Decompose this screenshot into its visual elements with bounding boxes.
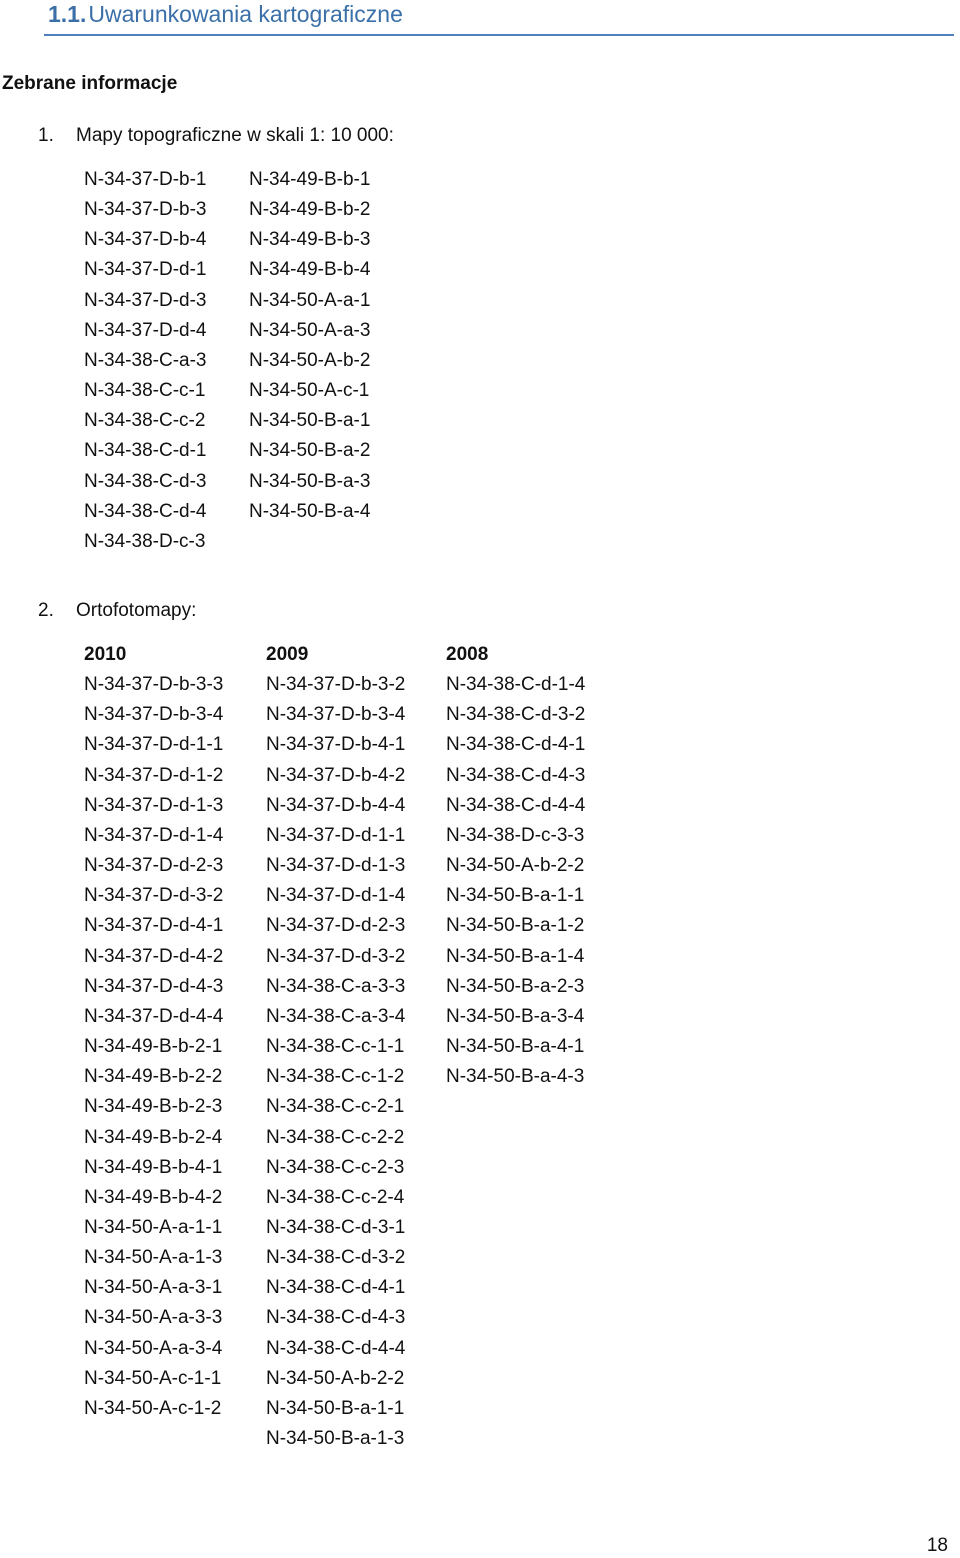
ortho-sheet-item: N-34-37-D-d-2-3 [84, 855, 224, 877]
ortho-sheet-item: N-34-49-B-b-4-2 [84, 1186, 223, 1208]
ortho-sheet-item: N-34-37-D-d-1-2 [84, 764, 224, 786]
ortho-sheet-item: N-34-50-B-a-1-2 [446, 915, 585, 937]
heading-number: 1.1. [48, 1, 87, 27]
ortho-sheet-item: N-34-50-A-a-1-1 [84, 1216, 223, 1238]
ortho-sheet-item: N-34-37-D-d-1-4 [266, 885, 406, 907]
section-heading [48, 0, 403, 32]
ortho-sheet-item: N-34-38-C-d-3-2 [266, 1247, 406, 1269]
ortho-sheet-item: N-34-37-D-b-3-4 [266, 704, 406, 726]
map-sheet-item: N-34-38-C-d-3 [84, 470, 207, 492]
year-header: 2010 [84, 644, 127, 665]
map-sheet-item: N-34-38-C-c-1 [84, 380, 206, 402]
ortho-sheet-item: N-34-38-C-a-3-3 [266, 975, 406, 997]
map-sheet-item: N-34-50-A-c-1 [249, 380, 370, 402]
ortho-sheet-item: N-34-38-C-d-4-4 [266, 1337, 406, 1359]
ortho-sheet-item: N-34-38-C-a-3-4 [266, 1005, 406, 1027]
ortho-sheet-item: N-34-50-A-a-3-1 [84, 1277, 223, 1299]
ortho-sheet-item: N-34-50-A-b-2-2 [266, 1367, 405, 1389]
ortho-sheet-item: N-34-38-C-c-2-2 [266, 1126, 405, 1148]
map-sheet-item: N-34-37-D-d-3 [84, 289, 207, 311]
map-sheet-item: N-34-49-B-b-2 [249, 199, 371, 221]
map-sheet-item: N-34-50-B-a-4 [249, 500, 371, 522]
ortho-sheet-item: N-34-49-B-b-2-1 [84, 1036, 223, 1058]
map-sheet-item: N-34-38-C-a-3 [84, 349, 207, 371]
ortho-sheet-item: N-34-50-A-a-3-3 [84, 1307, 223, 1329]
map-sheet-item: N-34-49-B-b-4 [249, 259, 371, 281]
ortho-sheet-item: N-34-37-D-d-4-1 [84, 915, 224, 937]
map-sheet-item: N-34-37-D-d-1 [84, 259, 207, 281]
map-sheet-item: N-34-50-A-a-1 [249, 289, 371, 311]
map-sheet-item: N-34-50-A-b-2 [249, 349, 371, 371]
ortho-column-2009 [266, 640, 405, 1454]
map-sheet-item: N-34-50-B-a-2 [249, 440, 371, 462]
map-sheet-item: N-34-38-C-c-2 [84, 410, 206, 432]
ortho-sheet-item: N-34-50-B-a-1-1 [266, 1397, 405, 1419]
section1-title [38, 123, 394, 149]
ortho-sheet-item: N-34-37-D-b-4-2 [266, 764, 406, 786]
heading-title: Uwarunkowania kartograficzne [88, 1, 403, 27]
year-header: 2008 [446, 644, 489, 665]
section1-title-text: Mapy topograficzne w skali 1: 10 000: [76, 125, 394, 146]
ortho-sheet-item: N-34-38-C-d-1-4 [446, 674, 586, 696]
ortho-sheet-item: N-34-49-B-b-2-3 [84, 1096, 223, 1118]
ortho-sheet-item: N-34-50-B-a-1-1 [446, 885, 585, 907]
ortho-sheet-item: N-34-50-B-a-3-4 [446, 1005, 585, 1027]
ortho-sheet-item: N-34-50-B-a-4-1 [446, 1036, 585, 1058]
ortho-sheet-item: N-34-37-D-d-1-4 [84, 824, 224, 846]
ortho-sheet-item: N-34-37-D-d-1-1 [266, 824, 406, 846]
ortho-sheet-item: N-34-38-C-d-4-4 [446, 794, 586, 816]
ortho-sheet-item: N-34-37-D-d-1-3 [84, 794, 224, 816]
ortho-sheet-item: N-34-50-A-a-3-4 [84, 1337, 223, 1359]
ortho-sheet-item: N-34-37-D-d-4-3 [84, 975, 224, 997]
ortho-sheet-item: N-34-50-B-a-4-3 [446, 1066, 585, 1088]
topo-map-column-2 [249, 165, 370, 527]
ortho-sheet-item: N-34-50-B-a-2-3 [446, 975, 585, 997]
ortho-sheet-item: N-34-50-A-b-2-2 [446, 855, 585, 877]
ortho-sheet-item: N-34-38-C-d-4-1 [266, 1277, 406, 1299]
ortho-sheet-item: N-34-37-D-d-4-2 [84, 945, 224, 967]
ortho-sheet-item: N-34-38-C-d-3-2 [446, 704, 586, 726]
ortho-sheet-item: N-34-38-C-c-2-3 [266, 1156, 405, 1178]
ortho-sheet-item: N-34-49-B-b-2-4 [84, 1126, 223, 1148]
year-header: 2009 [266, 644, 309, 665]
ortho-sheet-item: N-34-38-D-c-3-3 [446, 824, 585, 846]
ortho-sheet-item: N-34-49-B-b-4-1 [84, 1156, 223, 1178]
topo-map-column-1 [84, 165, 206, 557]
ortho-sheet-item: N-34-37-D-d-3-2 [266, 945, 406, 967]
map-sheet-item: N-34-37-D-b-3 [84, 199, 207, 221]
ortho-sheet-item: N-34-37-D-d-4-4 [84, 1005, 224, 1027]
map-sheet-item: N-34-37-D-b-4 [84, 229, 207, 251]
map-sheet-item: N-34-38-C-d-4 [84, 500, 207, 522]
map-sheet-item: N-34-50-B-a-1 [249, 410, 371, 432]
ortho-sheet-item: N-34-50-B-a-1-3 [266, 1428, 405, 1450]
ortho-sheet-item: N-34-37-D-b-4-4 [266, 794, 406, 816]
ortho-sheet-item: N-34-38-C-c-2-1 [266, 1096, 405, 1118]
map-sheet-item: N-34-49-B-b-1 [249, 169, 371, 190]
ortho-sheet-item: N-34-49-B-b-2-2 [84, 1066, 223, 1088]
ortho-sheet-item: N-34-37-D-d-1-3 [266, 855, 406, 877]
section2-title-text: Ortofotomapy: [76, 600, 197, 621]
ortho-column-2008 [446, 640, 585, 1092]
map-sheet-item: N-34-50-A-a-3 [249, 319, 371, 341]
section2-marker: 2. [38, 600, 54, 621]
heading-rule [44, 34, 954, 36]
map-sheet-item: N-34-37-D-d-4 [84, 319, 207, 341]
ortho-sheet-item: N-34-38-C-d-4-1 [446, 734, 586, 756]
ortho-sheet-item: N-34-38-C-c-2-4 [266, 1186, 405, 1208]
ortho-sheet-item: N-34-37-D-d-2-3 [266, 915, 406, 937]
ortho-column-2010 [84, 640, 223, 1424]
ortho-sheet-item: N-34-38-C-d-4-3 [446, 764, 586, 786]
map-sheet-item: N-34-38-C-d-1 [84, 440, 207, 462]
ortho-sheet-item: N-34-37-D-b-3-2 [266, 674, 406, 696]
ortho-sheet-item: N-34-37-D-d-3-2 [84, 885, 224, 907]
subheading: Zebrane informacje [2, 73, 178, 94]
section2-title [38, 598, 196, 624]
map-sheet-item: N-34-37-D-b-1 [84, 169, 207, 190]
ortho-sheet-item: N-34-37-D-b-3-3 [84, 674, 224, 696]
ortho-sheet-item: N-34-37-D-b-3-4 [84, 704, 224, 726]
ortho-sheet-item: N-34-38-C-d-4-3 [266, 1307, 406, 1329]
ortho-sheet-item: N-34-50-A-a-1-3 [84, 1247, 223, 1269]
ortho-sheet-item: N-34-38-C-d-3-1 [266, 1216, 406, 1238]
section1-marker: 1. [38, 125, 54, 146]
map-sheet-item: N-34-38-D-c-3 [84, 530, 206, 552]
map-sheet-item: N-34-49-B-b-3 [249, 229, 371, 251]
ortho-sheet-item: N-34-50-A-c-1-2 [84, 1397, 222, 1419]
ortho-sheet-item: N-34-50-A-c-1-1 [84, 1367, 222, 1389]
ortho-sheet-item: N-34-38-C-c-1-2 [266, 1066, 405, 1088]
ortho-sheet-item: N-34-37-D-d-1-1 [84, 734, 224, 756]
ortho-sheet-item: N-34-38-C-c-1-1 [266, 1036, 405, 1058]
page-number: 18 [926, 1535, 948, 1556]
map-sheet-item: N-34-50-B-a-3 [249, 470, 371, 492]
ortho-sheet-item: N-34-50-B-a-1-4 [446, 945, 585, 967]
ortho-sheet-item: N-34-37-D-b-4-1 [266, 734, 406, 756]
